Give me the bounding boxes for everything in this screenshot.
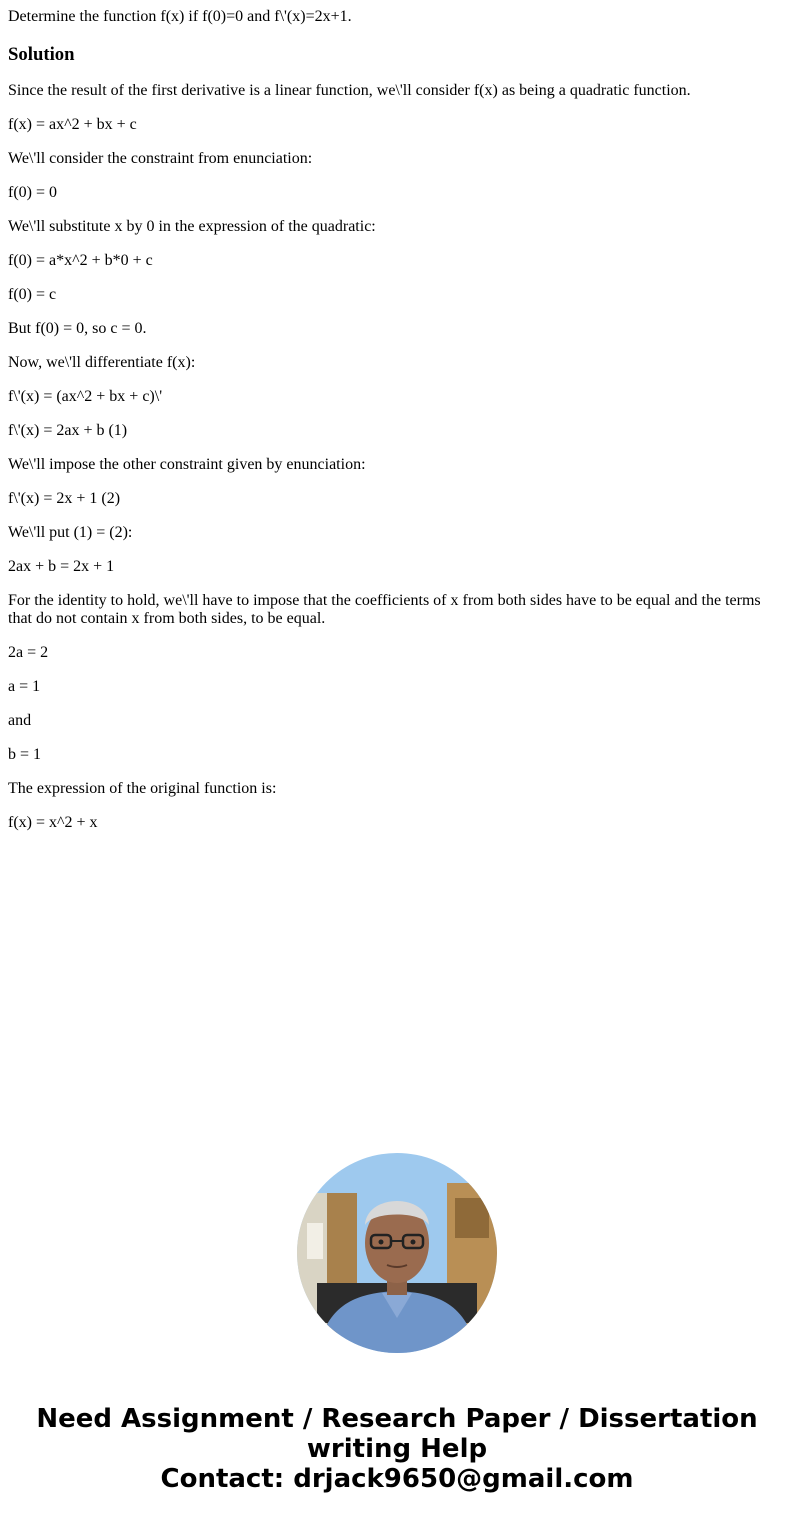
solution-line: Now, we\'ll differentiate f(x): (8, 354, 196, 371)
solution-body (8, 82, 786, 832)
solution-line: f(x) = x^2 + x (8, 814, 98, 831)
solution-line: f(x) = ax^2 + bx + c (8, 116, 137, 133)
solution-line: f(0) = a*x^2 + b*0 + c (8, 252, 153, 269)
solution-line: We\'ll consider the constraint from enunciation: (8, 150, 313, 167)
promo-line: writing Help (306, 1434, 488, 1464)
solution-line: 2a = 2 (8, 644, 49, 661)
solution-heading: Solution (8, 44, 75, 65)
solution-line: We\'ll impose the other constraint given by enunciation: (8, 456, 366, 473)
solution-line: We\'ll put (1) = (2): (8, 524, 133, 541)
solution-line: f\'(x) = 2ax + b (1) (8, 422, 128, 439)
question-text: Determine the function f(x) if f(0)=0 and f\'(x)=2x+1. (8, 8, 352, 25)
promo-line: Need Assignment / Research Paper / Dissertation (36, 1404, 758, 1434)
author-portrait (297, 1153, 497, 1353)
solution-line: f(0) = c (8, 286, 57, 303)
solution-line: For the identity to hold, we\'ll have to impose that the coefficients of x from both sides have to be equal and the terms that do not contain x from both sides, to be equal. (8, 592, 761, 627)
solution-line: f(0) = 0 (8, 184, 58, 201)
solution-line: The expression of the original function is: (8, 780, 277, 797)
solution-line: f\'(x) = (ax^2 + bx + c)\' (8, 388, 163, 405)
solution-line: But f(0) = 0, so c = 0. (8, 320, 147, 337)
document-body (8, 0, 786, 832)
promo-contact: Contact: drjack9650@gmail.com (160, 1464, 634, 1494)
promo-banner (0, 1404, 794, 1494)
solution-line: b = 1 (8, 746, 42, 763)
solution-line: f\'(x) = 2x + 1 (2) (8, 490, 121, 507)
solution-line: 2ax + b = 2x + 1 (8, 558, 115, 575)
solution-line: We\'ll substitute x by 0 in the expression of the quadratic: (8, 218, 376, 235)
solution-line: Since the result of the first derivative is a linear function, we\'ll consider f(x) as being a quadratic function. (8, 82, 691, 99)
solution-line: and (8, 712, 32, 729)
author-avatar (297, 1153, 497, 1353)
solution-line: a = 1 (8, 678, 41, 695)
